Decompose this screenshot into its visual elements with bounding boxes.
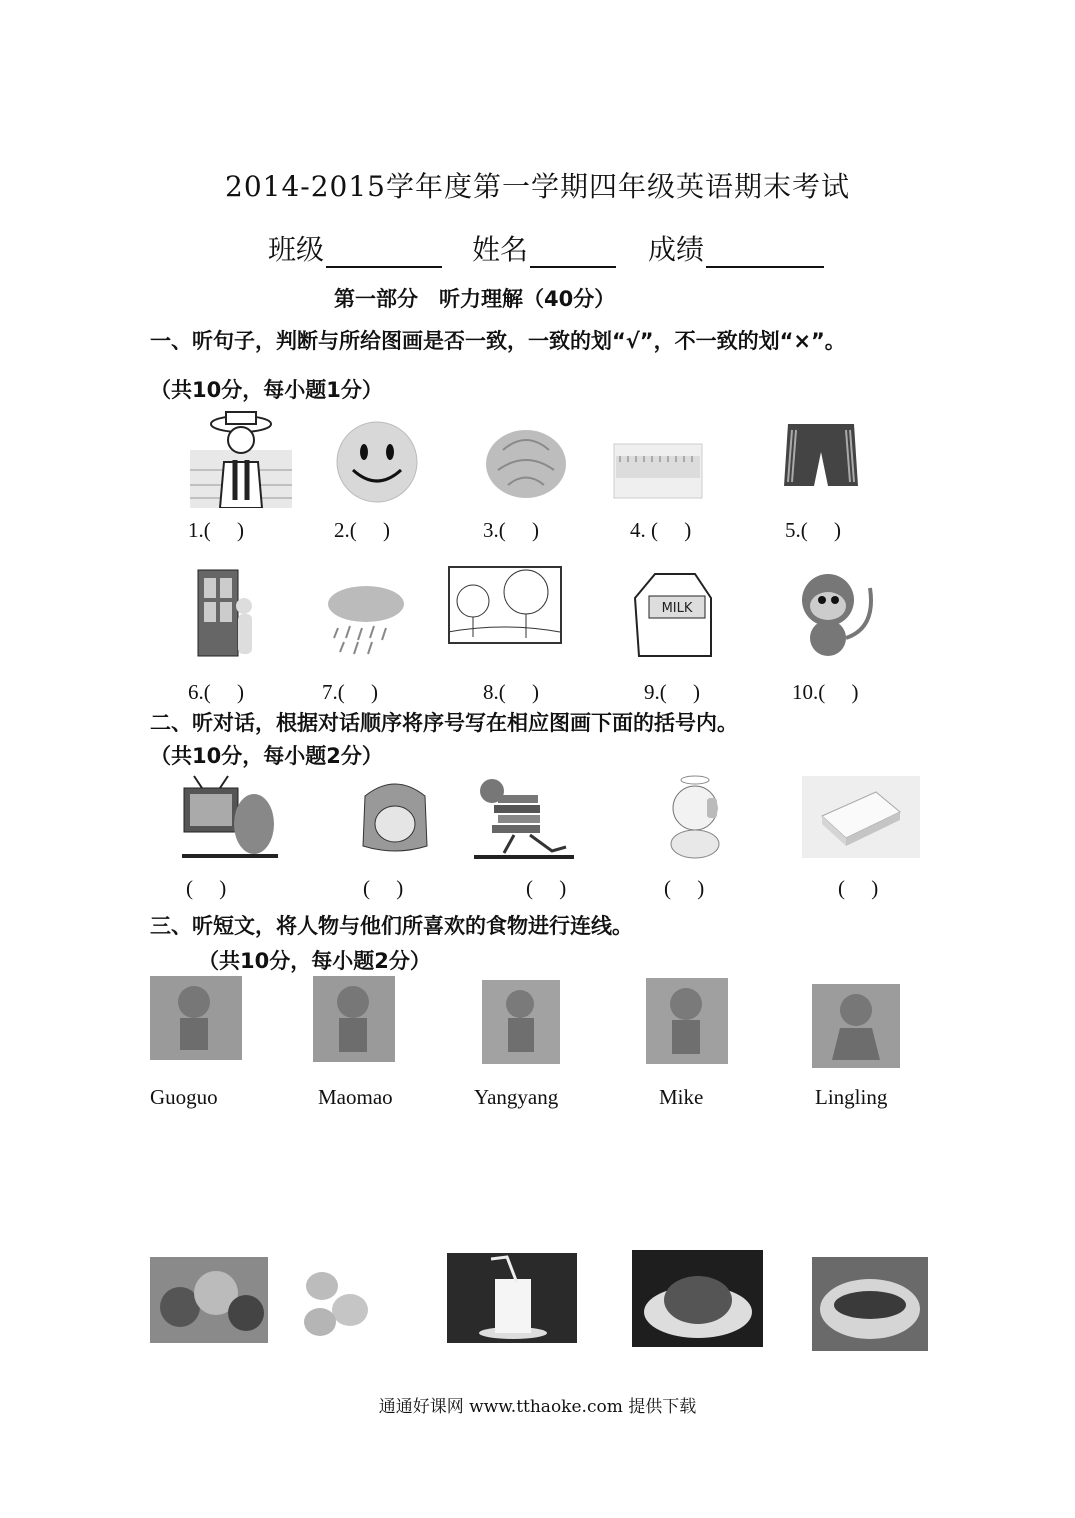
books-picture (474, 775, 574, 861)
section2-points: （共10分，每小题2分） (150, 744, 383, 768)
class-field (268, 228, 442, 268)
q5-label[interactable]: 5.( ) (785, 518, 841, 542)
sec2-label-5[interactable]: ( ) (838, 876, 879, 900)
section3-instruction: 三、听短文，将人物与他们所喜欢的食物进行连线。 (150, 914, 633, 938)
monkey-picture (790, 568, 878, 660)
score-blank (706, 240, 824, 268)
fish-picture (812, 1257, 928, 1351)
section2-instruction: 二、听对话，根据对话顺序将序号写在相应图画下面的括号内。 (150, 711, 738, 735)
exam-title: 2014-2015学年度第一学期四年级英语期末考试 (225, 170, 850, 203)
cabbage-picture (483, 420, 569, 500)
name-guoguo: Guoguo (150, 1085, 218, 1109)
eraser-picture (802, 776, 920, 858)
q6-label[interactable]: 6.( ) (188, 680, 244, 704)
class-blank (326, 240, 442, 268)
score-label: 成绩 (648, 233, 705, 266)
sec2-label-1[interactable]: ( ) (186, 876, 227, 900)
svg-text:MILK: MILK (661, 601, 693, 616)
section3-points: （共10分，每小题2分） (198, 949, 431, 973)
shorts-picture (782, 422, 860, 494)
potatoes-picture (298, 1262, 382, 1344)
score-field (648, 228, 824, 268)
sec2-label-3[interactable]: ( ) (526, 876, 567, 900)
mike-picture (646, 978, 728, 1064)
baby-phone-picture (655, 772, 739, 862)
q1-label[interactable]: 1.( ) (188, 518, 244, 542)
guoguo-picture (150, 976, 242, 1060)
part-heading: 第一部分 听力理解（40分） (334, 287, 616, 311)
name-lingling: Lingling (815, 1085, 888, 1109)
ruler-picture (612, 436, 704, 504)
q7-label[interactable]: 7.( ) (322, 680, 378, 704)
name-mike: Mike (659, 1085, 704, 1109)
q9-label[interactable]: 9.( ) (644, 680, 700, 704)
farmer-picture (190, 410, 292, 508)
lingling-picture (812, 984, 900, 1068)
smiley-picture (335, 420, 419, 504)
section1-points: （共10分，每小题1分） (150, 378, 383, 402)
name-field (472, 228, 616, 268)
rain-picture (324, 580, 408, 658)
milk-glass-picture (447, 1253, 577, 1343)
q4-label[interactable]: 4. ( ) (630, 518, 692, 542)
footer-text: 通通好课网 www.tthaoke.com 提供下载 (378, 1397, 697, 1417)
door-picture (196, 568, 256, 658)
name-yangyang: Yangyang (474, 1085, 559, 1109)
q2-label[interactable]: 2.( ) (334, 518, 390, 542)
q8-label[interactable]: 8.( ) (483, 680, 539, 704)
schoolbag-picture (355, 776, 435, 854)
sec2-label-4[interactable]: ( ) (664, 876, 705, 900)
maomao-picture (313, 976, 395, 1062)
park-picture (448, 566, 562, 644)
roast-duck-picture (632, 1250, 763, 1347)
name-blank (530, 240, 616, 268)
section1-instruction: 一、听句子，判断与所给图画是否一致，一致的划“√”，不一致的划“×”。 (150, 329, 846, 353)
sec2-label-2[interactable]: ( ) (363, 876, 404, 900)
class-label: 班级 (268, 233, 325, 266)
vegetables-picture (150, 1257, 268, 1343)
yangyang-picture (482, 980, 560, 1064)
name-label: 姓名 (472, 233, 529, 266)
name-maomao: Maomao (318, 1085, 393, 1109)
milk-picture (625, 568, 717, 660)
q10-label[interactable]: 10.( ) (792, 680, 859, 704)
q3-label[interactable]: 3.( ) (483, 518, 539, 542)
tv-picture (182, 774, 278, 860)
